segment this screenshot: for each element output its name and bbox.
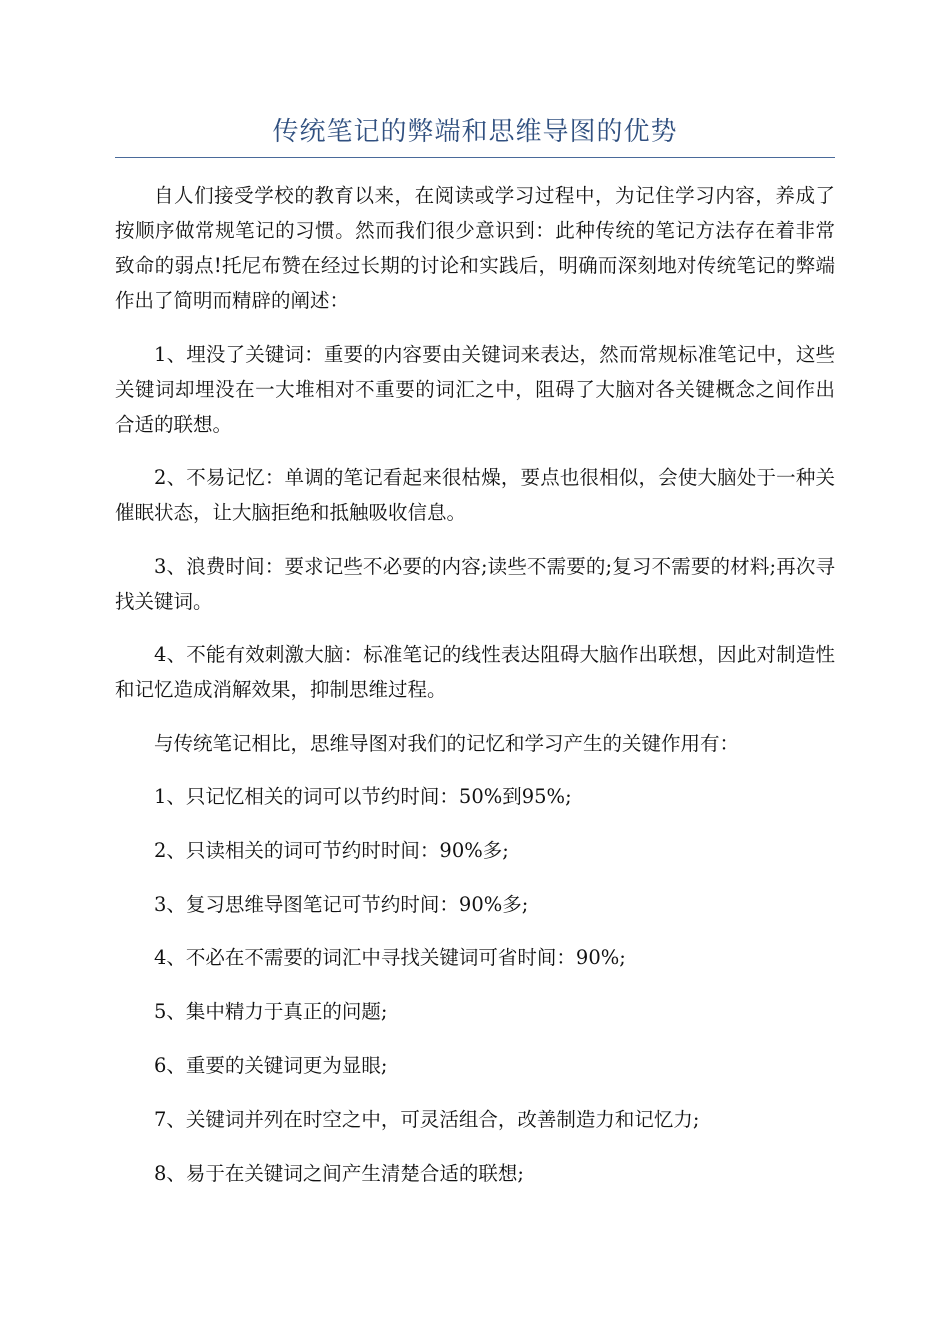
advantage-item-2: 2、只读相关的词可节约时时间：90%多; (154, 838, 509, 862)
advantage-item-1: 1、只记忆相关的词可以节约时间：50%到95%; (154, 785, 572, 808)
intro-paragraph: 自人们接受学校的教育以来，在阅读或学习过程中，为记住学习内容，养成了按顺序做常规笔记的习惯。然而我们很少意识到：此种传统的笔记方法存在着非常致命的弱点!托尼布赞在经过长期的讨论和实践后，明确而深刻地对传统笔记的弊端作出了简明而精辟的阐述： (115, 184, 835, 312)
advantage-item-5: 5、集中精力于真正的问题; (154, 1000, 388, 1024)
drawback-paragraph-1: 1、埋没了关键词：重要的内容要由关键词来表达，然而常规标准笔记中，这些关键词却埋没在一大堆相对不重要的词汇之中，阻碍了大脑对各关键概念之间作出合适的联想。 (115, 342, 835, 436)
advantage-item-3: 3、复习思维导图笔记可节约时间：90%多; (154, 892, 529, 916)
drawback-paragraph-4: 4、不能有效刺激大脑：标准笔记的线性表达阻碍大脑作出联想，因此对制造性和记忆造成消解效果，抑制思维过程。 (115, 643, 835, 701)
document-body (115, 178, 835, 1209)
advantages-list (115, 779, 835, 1209)
drawback-paragraph-3: 3、浪费时间：要求记些不必要的内容;读些不需要的;复习不需要的材料;再次寻找关键词。 (115, 554, 835, 613)
advantage-item-6: 6、重要的关键词更为显眼; (154, 1053, 388, 1077)
advantage-item-8: 8、易于在关键词之间产生清楚合适的联想; (154, 1161, 524, 1185)
document-title: 传统笔记的弊端和思维导图的优势 (272, 117, 678, 147)
advantage-item-4: 4、不必在不需要的词汇中寻找关键词可省时间：90%; (154, 946, 626, 970)
drawback-paragraph-2: 2、不易记忆：单调的笔记看起来很枯燥，要点也很相似，会使大脑处于一种关催眠状态，让大脑拒绝和抵触吸收信息。 (115, 466, 835, 524)
advantage-item-7: 7、关键词并列在时空之中，可灵活组合，改善制造力和记忆力; (154, 1107, 700, 1131)
comparison-paragraph: 与传统笔记相比，思维导图对我们的记忆和学习产生的关键作用有： (154, 731, 740, 755)
title-block (115, 112, 835, 158)
